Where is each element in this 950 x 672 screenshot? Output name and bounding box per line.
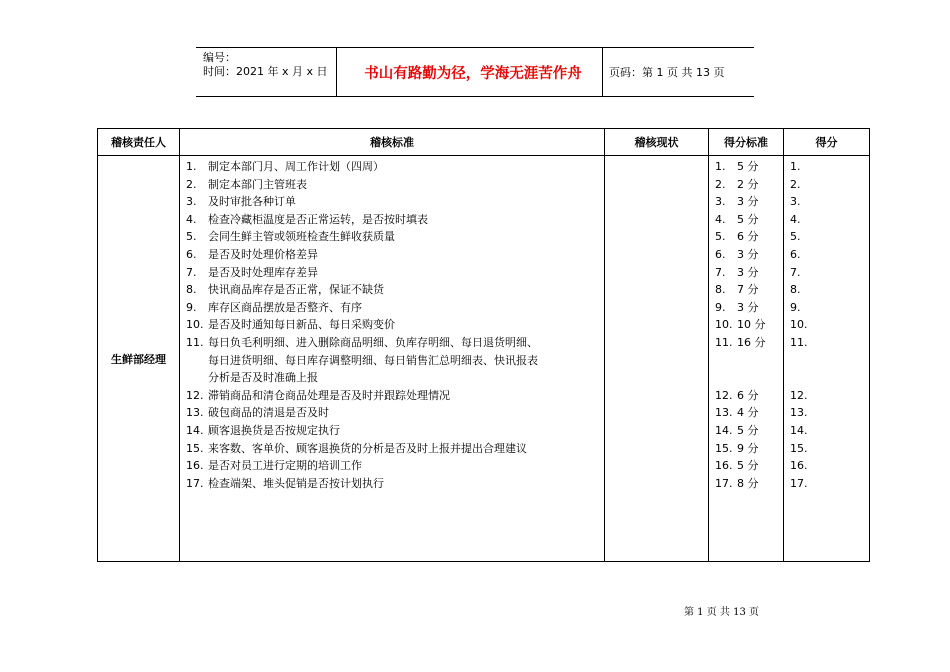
points-line (709, 158, 783, 176)
item-number: 15. (186, 441, 204, 455)
standard-text: 破包商品的清退是否及时 (208, 406, 329, 420)
header-divider (336, 48, 337, 96)
score-value: 13. (790, 406, 808, 420)
score-line (784, 264, 869, 282)
table-header-row (98, 129, 870, 156)
points-value: 9 分 (737, 441, 759, 455)
points-line (709, 264, 783, 282)
standard-text: 是否及时处理价格差异 (208, 247, 318, 261)
points-line (709, 228, 783, 246)
points-value: 5 分 (737, 212, 759, 226)
standard-text: 快讯商品库存是否正常，保证不缺货 (208, 283, 384, 297)
standard-text: 是否及时通知每日新品、每日采购变价 (208, 318, 395, 332)
points-line (709, 457, 783, 475)
item-number: 13. (186, 406, 204, 420)
score-line (784, 176, 869, 194)
standard-line (180, 228, 604, 246)
points-value: 5 分 (737, 423, 759, 437)
header-standard: 稽核标准 (180, 129, 605, 156)
standard-text: 制定本部门月、周工作计划（四周） (208, 160, 384, 173)
points-line (709, 334, 783, 352)
item-number: 14. (186, 423, 204, 437)
points-number: 7. (715, 265, 726, 279)
points-value: 16 分 (737, 335, 766, 349)
score-line (784, 387, 869, 405)
score-value: 8. (790, 283, 801, 297)
points-line (709, 475, 783, 493)
standard-line (180, 264, 604, 282)
points-line (709, 369, 783, 387)
score-line (784, 440, 869, 458)
score-value: 4. (790, 212, 801, 226)
points-number: 3. (715, 195, 726, 209)
points-value: 3 分 (737, 265, 759, 279)
score-value: 6. (790, 247, 801, 261)
time-label: 时间：2021 年 x 月 x 日 (203, 65, 328, 78)
score-value: 11. (790, 335, 808, 349)
responsible-cell: 生鲜部经理 (98, 156, 180, 562)
standard-text: 每日负毛利明细、进入删除商品明细、负库存明细、每日退货明细、 (208, 335, 538, 349)
standard-text: 制定本部门主管班表 (208, 177, 307, 191)
standard-text: 会同生鲜主管或领班检查生鲜收获质量 (208, 230, 395, 244)
points-value: 7 分 (737, 283, 759, 297)
standard-text: 及时审批各种订单 (208, 195, 296, 209)
item-number: 4. (186, 212, 197, 226)
points-value: 3 分 (737, 247, 759, 261)
score-value: 5. (790, 230, 801, 244)
score-line (784, 457, 869, 475)
score-value: 9. (790, 300, 801, 314)
score-line (784, 352, 869, 370)
header-motto: 书山有路勤为径，学海无涯苦作舟 (364, 65, 582, 82)
standard-line (180, 211, 604, 229)
score-value: 7. (790, 265, 801, 279)
points-line (709, 352, 783, 370)
score-value: 14. (790, 423, 808, 437)
points-line (709, 316, 783, 334)
standard-line (180, 369, 604, 387)
score-value: 17. (790, 476, 808, 490)
score-line (784, 404, 869, 422)
standard-line (180, 440, 604, 458)
standard-line (180, 334, 604, 352)
score-line (784, 316, 869, 334)
audit-table (97, 128, 870, 562)
number-label: 编号： (203, 51, 236, 64)
score-value: 15. (790, 441, 808, 455)
item-number: 6. (186, 247, 197, 261)
header-points: 得分标准 (709, 129, 784, 156)
points-line (709, 193, 783, 211)
header-divider (602, 48, 603, 96)
standard-text: 每日进货明细、每日库存调整明细、每日销售汇总明细表、快讯报表 (208, 353, 538, 367)
points-value: 6 分 (737, 230, 759, 244)
standard-text: 滞销商品和清仓商品处理是否及时并跟踪处理情况 (208, 388, 450, 402)
standard-line (180, 281, 604, 299)
points-line (709, 299, 783, 317)
item-number: 2. (186, 177, 197, 191)
standard-text: 是否对员工进行定期的培训工作 (208, 459, 362, 473)
points-value: 2 分 (737, 177, 759, 191)
points-line (709, 404, 783, 422)
item-number: 9. (186, 300, 197, 314)
points-line (709, 176, 783, 194)
item-number: 17. (186, 476, 204, 490)
points-line (709, 281, 783, 299)
page-code: 页码：第 1 页 共 13 页 (609, 66, 725, 79)
points-number: 13. (715, 406, 733, 420)
standard-text: 库存区商品摆放是否整齐、有序 (208, 300, 362, 314)
points-number: 10. (715, 318, 733, 332)
points-number: 9. (715, 300, 726, 314)
standard-line (180, 299, 604, 317)
score-value: 1. (790, 160, 801, 173)
score-line (784, 475, 869, 493)
standard-line (180, 457, 604, 475)
score-line (784, 334, 869, 352)
standard-text: 顾客退换货是否按规定执行 (208, 423, 340, 437)
standard-text: 来客数、客单价、顾客退换货的分析是否及时上报并提出合理建议 (208, 441, 527, 455)
standard-line (180, 352, 604, 370)
item-number: 10. (186, 318, 204, 332)
points-number: 14. (715, 423, 733, 437)
standard-line (180, 246, 604, 264)
standard-line (180, 176, 604, 194)
status-cell (605, 156, 709, 562)
item-number: 3. (186, 195, 197, 209)
page-footer: 第 1 页 共 13 页 (684, 607, 759, 618)
points-number: 6. (715, 247, 726, 261)
score-cell (784, 156, 870, 562)
points-number: 4. (715, 212, 726, 226)
document-header (196, 47, 754, 97)
points-number: 16. (715, 459, 733, 473)
points-value: 10 分 (737, 318, 766, 332)
points-value: 3 分 (737, 195, 759, 209)
item-number: 1. (186, 160, 197, 173)
score-line (784, 299, 869, 317)
points-line (709, 246, 783, 264)
points-line (709, 211, 783, 229)
standard-line (180, 475, 604, 493)
item-number: 16. (186, 459, 204, 473)
item-number: 7. (186, 265, 197, 279)
points-number: 11. (715, 335, 733, 349)
standard-line (180, 158, 604, 176)
points-number: 1. (715, 160, 726, 173)
item-number: 8. (186, 283, 197, 297)
standard-line (180, 193, 604, 211)
item-number: 12. (186, 388, 204, 402)
points-value: 5 分 (737, 160, 759, 173)
points-number: 15. (715, 441, 733, 455)
score-value: 2. (790, 177, 801, 191)
standard-text: 分析是否及时准确上报 (208, 371, 318, 385)
points-number: 17. (715, 476, 733, 490)
points-number: 2. (715, 177, 726, 191)
header-status: 稽核现状 (605, 129, 709, 156)
score-line (784, 158, 869, 176)
standards-cell (180, 156, 605, 562)
score-line (784, 193, 869, 211)
table-row (98, 156, 870, 562)
points-value: 5 分 (737, 459, 759, 473)
points-value: 3 分 (737, 300, 759, 314)
score-line (784, 422, 869, 440)
header-responsible: 稽核责任人 (98, 129, 180, 156)
score-value: 12. (790, 388, 808, 402)
standard-line (180, 316, 604, 334)
standard-text: 检查冷藏柜温度是否正常运转，是否按时填表 (208, 212, 428, 226)
score-line (784, 281, 869, 299)
points-cell (709, 156, 784, 562)
points-value: 8 分 (737, 476, 759, 490)
standard-line (180, 387, 604, 405)
header-score: 得分 (784, 129, 870, 156)
score-value: 16. (790, 459, 808, 473)
points-value: 6 分 (737, 388, 759, 402)
points-value: 4 分 (737, 406, 759, 420)
score-line (784, 246, 869, 264)
points-number: 12. (715, 388, 733, 402)
header-meta (203, 51, 328, 79)
points-line (709, 440, 783, 458)
points-line (709, 422, 783, 440)
points-number: 5. (715, 230, 726, 244)
points-line (709, 387, 783, 405)
standard-line (180, 422, 604, 440)
standard-text: 检查端架、堆头促销是否按计划执行 (208, 476, 384, 490)
score-line (784, 228, 869, 246)
item-number: 11. (186, 335, 204, 349)
score-value: 10. (790, 318, 808, 332)
score-line (784, 369, 869, 387)
standard-line (180, 404, 604, 422)
score-line (784, 211, 869, 229)
points-number: 8. (715, 283, 726, 297)
item-number: 5. (186, 230, 197, 244)
standard-text: 是否及时处理库存差异 (208, 265, 318, 279)
score-value: 3. (790, 195, 801, 209)
